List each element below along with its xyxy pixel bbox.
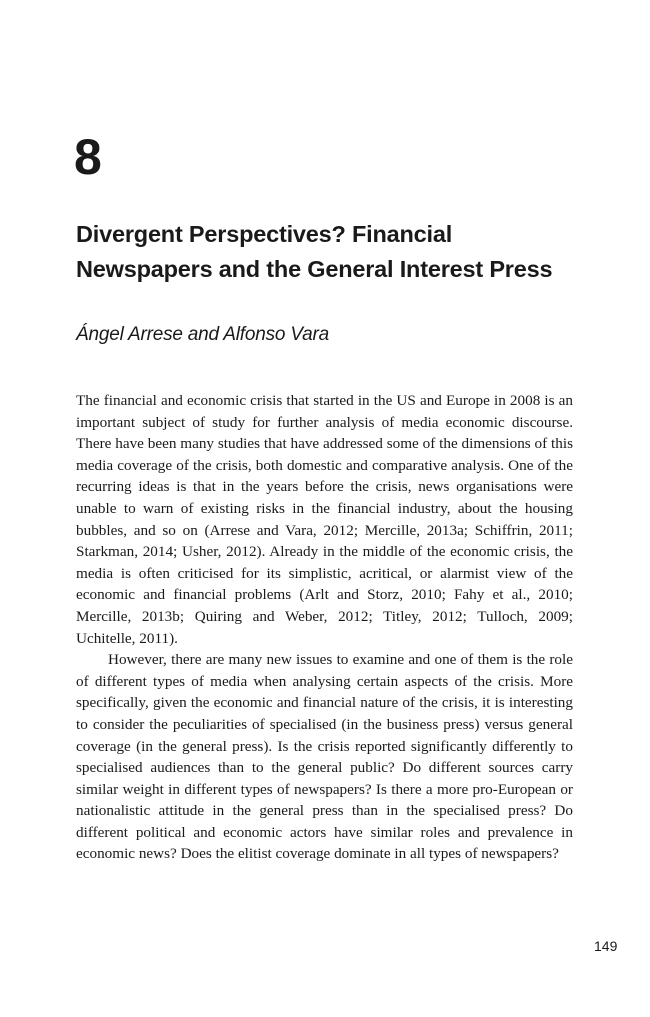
chapter-title — [76, 217, 596, 287]
body-paragraph-1: The financial and economic crisis that started in the US and Europe in 2008 is an important subject of study for further analysis of media economic discourse. There have been many studies that have addressed some of the dimensions of this media coverage of the crisis, both domestic and comparative analysis. One of the recurring ideas is that in the years before the crisis, news organisations were unable to warn of existing risks in the financial industry, about the housing bubbles, and so on (Arrese and Vara, 2012; Mercille, 2013a; Schiffrin, 2011; Starkman, 2014; Usher, 2012). Already in the middle of the economic crisis, the media is often criticised for its simplistic, acritical, or alarmist view of the economic and financial problems (Arlt and Storz, 2010; Fahy et al., 2010; Mercille, 2013b; Quiring and Weber, 2012; Titley, 2012; Tulloch, 2009; Uchitelle, 2011). — [76, 392, 573, 647]
chapter-number: 8 — [74, 129, 102, 185]
chapter-authors: Ángel Arrese and Alfonso Vara — [76, 324, 329, 345]
chapter-body — [76, 390, 573, 865]
body-paragraph-2: However, there are many new issues to examine and one of them is the role of different types of media when analysing certain aspects of the crisis. More specifically, given the economic and financial nature of the crisis, it is interesting to consider the peculiarities of specialised (in the business press) versus general coverage (in the general press). Is the crisis reported significantly differently to specialised audiences than to the general public? Do different sources carry similar weight in different types of newspapers? Is there a more pro-European or nationalistic attitude in the general press than in the specialised press? Do different political and economic actors have similar roles and prevalence in economic news? Does the elitist coverage dominate in all types of newspapers? — [76, 651, 573, 863]
page-number: 149 — [594, 938, 618, 954]
chapter-title-line-1: Divergent Perspectives? Financial — [76, 221, 453, 247]
chapter-title-line-2: Newspapers and the General Interest Press — [76, 256, 553, 282]
